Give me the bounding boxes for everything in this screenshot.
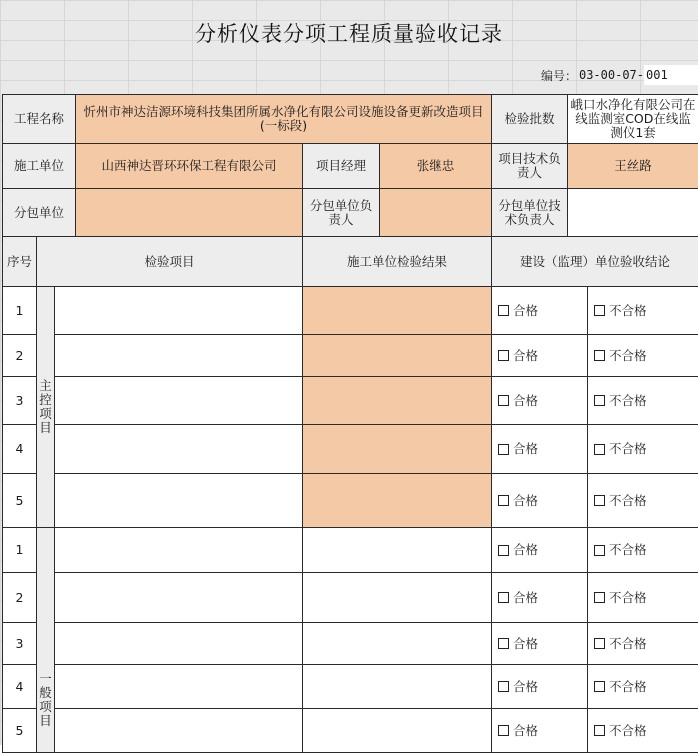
- checkbox-icon[interactable]: [498, 350, 509, 361]
- fail-label: 不合格: [609, 680, 647, 694]
- pass-option[interactable]: [492, 474, 588, 528]
- fail-option[interactable]: [588, 573, 698, 623]
- pass-label: 合格: [513, 304, 538, 318]
- subcontractor-value[interactable]: [76, 189, 303, 237]
- tech-lead-value[interactable]: 王丝路: [568, 144, 698, 189]
- checkbox-icon[interactable]: [498, 725, 509, 736]
- fail-label: 不合格: [609, 543, 647, 557]
- tech-lead-label: 项目技术负责人: [492, 144, 568, 189]
- col-seq-header: 序号: [3, 237, 37, 287]
- general-row-no: 5: [3, 709, 37, 753]
- fail-label: 不合格: [609, 394, 647, 408]
- group-main-label: [37, 287, 55, 528]
- general-item-cell[interactable]: [55, 528, 303, 573]
- code-value-cell[interactable]: 001: [644, 65, 698, 85]
- pass-label: 合格: [513, 349, 538, 363]
- fail-option[interactable]: [588, 377, 698, 425]
- pass-option[interactable]: [492, 573, 588, 623]
- column-header-row: [3, 237, 698, 287]
- fail-label: 不合格: [609, 494, 647, 508]
- checkbox-icon[interactable]: [498, 545, 509, 556]
- batch-value[interactable]: 峨口水净化有限公司在线监测室COD在线监测仪1套: [568, 95, 698, 144]
- general-row: [3, 623, 698, 665]
- header-row-project: [3, 95, 698, 144]
- pass-label: 合格: [513, 494, 538, 508]
- main-row-no: 2: [3, 335, 37, 377]
- general-result-cells[interactable]: [303, 573, 492, 623]
- pass-label: 合格: [513, 637, 538, 651]
- main-item-cell[interactable]: [55, 474, 303, 528]
- checkbox-icon[interactable]: [594, 545, 605, 556]
- manager-value[interactable]: 张继忠: [380, 144, 492, 189]
- sub-tech-value[interactable]: [568, 189, 698, 237]
- page-title: 分析仪表分项工程质量验收记录: [0, 18, 698, 48]
- main-row: [3, 377, 698, 425]
- main-item-cell[interactable]: [55, 377, 303, 425]
- document-code: [541, 64, 698, 86]
- main-row: [3, 425, 698, 474]
- manager-label: 项目经理: [303, 144, 380, 189]
- pass-label: 合格: [513, 543, 538, 557]
- general-row-no: 2: [3, 573, 37, 623]
- fail-option[interactable]: [588, 287, 698, 335]
- pass-label: 合格: [513, 591, 538, 605]
- checkbox-icon[interactable]: [594, 395, 605, 406]
- checkbox-icon[interactable]: [594, 681, 605, 692]
- general-row-no: 1: [3, 528, 37, 573]
- general-item-cell[interactable]: [55, 623, 303, 665]
- checkbox-icon[interactable]: [594, 444, 605, 455]
- code-prefix: 03-00-07-: [579, 68, 644, 82]
- col-conclusion-header: 建设（监理）单位验收结论: [492, 237, 698, 287]
- checkbox-icon[interactable]: [594, 638, 605, 649]
- checkbox-icon[interactable]: [594, 350, 605, 361]
- general-row: [3, 709, 698, 753]
- checkbox-icon[interactable]: [498, 592, 509, 603]
- pass-option[interactable]: [492, 287, 588, 335]
- sub-manager-label: 分包单位负责人: [303, 189, 380, 237]
- fail-label: 不合格: [609, 637, 647, 651]
- fail-option[interactable]: [588, 528, 698, 573]
- fail-option[interactable]: [588, 335, 698, 377]
- general-row: [3, 573, 698, 623]
- general-result-cells[interactable]: [303, 709, 492, 753]
- acceptance-form-table: [2, 94, 698, 753]
- main-result-cell[interactable]: [303, 377, 492, 425]
- fail-option[interactable]: [588, 665, 698, 709]
- pass-option[interactable]: [492, 377, 588, 425]
- main-result-cell[interactable]: [303, 335, 492, 377]
- group-main-text: 主控项目: [39, 379, 53, 435]
- general-item-cell[interactable]: [55, 573, 303, 623]
- main-item-cell[interactable]: [55, 425, 303, 474]
- checkbox-icon[interactable]: [594, 495, 605, 506]
- fail-option[interactable]: [588, 474, 698, 528]
- pass-label: 合格: [513, 442, 538, 456]
- general-result-cells[interactable]: [303, 528, 492, 573]
- main-row-no: 3: [3, 377, 37, 425]
- checkbox-icon[interactable]: [498, 395, 509, 406]
- pass-option[interactable]: [492, 425, 588, 474]
- pass-option[interactable]: [492, 528, 588, 573]
- checkbox-icon[interactable]: [594, 305, 605, 316]
- main-result-cell[interactable]: [303, 474, 492, 528]
- checkbox-icon[interactable]: [498, 681, 509, 692]
- batch-label: 检验批数: [492, 95, 568, 144]
- fail-label: 不合格: [609, 349, 647, 363]
- pass-option[interactable]: [492, 665, 588, 709]
- fail-label: 不合格: [609, 591, 647, 605]
- general-row-no: 4: [3, 665, 37, 709]
- general-row: [3, 528, 698, 573]
- contractor-label: 施工单位: [3, 144, 76, 189]
- pass-label: 合格: [513, 394, 538, 408]
- main-row: [3, 474, 698, 528]
- pass-option[interactable]: [492, 709, 588, 753]
- checkbox-icon[interactable]: [594, 725, 605, 736]
- project-name-label: 工程名称: [3, 95, 76, 144]
- main-row-no: 4: [3, 425, 37, 474]
- main-result-cell[interactable]: [303, 425, 492, 474]
- general-row-no: 3: [3, 623, 37, 665]
- fail-label: 不合格: [609, 304, 647, 318]
- main-row-no: 1: [3, 287, 37, 335]
- sub-manager-value[interactable]: [380, 189, 492, 237]
- header-row-contractor: [3, 144, 698, 189]
- pass-option[interactable]: [492, 335, 588, 377]
- checkbox-icon[interactable]: [498, 305, 509, 316]
- general-result-cells[interactable]: [303, 665, 492, 709]
- pass-label: 合格: [513, 724, 538, 738]
- fail-option[interactable]: [588, 425, 698, 474]
- subcontractor-label: 分包单位: [3, 189, 76, 237]
- checkbox-icon[interactable]: [498, 444, 509, 455]
- fail-label: 不合格: [609, 724, 647, 738]
- contractor-value[interactable]: 山西神达晋环环保工程有限公司: [76, 144, 303, 189]
- main-row: [3, 335, 698, 377]
- fail-option[interactable]: [588, 709, 698, 753]
- main-item-cell[interactable]: [55, 287, 303, 335]
- header-row-subcontractor: [3, 189, 698, 237]
- col-result-header: 施工单位检验结果: [303, 237, 492, 287]
- project-name-value[interactable]: 忻州市神达洁源环境科技集团所属水净化有限公司设施设备更新改造项目(一标段): [76, 95, 492, 144]
- checkbox-icon[interactable]: [594, 592, 605, 603]
- sub-tech-label: 分包单位技术负责人: [492, 189, 568, 237]
- checkbox-icon[interactable]: [498, 495, 509, 506]
- pass-label: 合格: [513, 680, 538, 694]
- general-result-cells[interactable]: [303, 623, 492, 665]
- general-row: [3, 665, 698, 709]
- main-row: [3, 287, 698, 335]
- pass-option[interactable]: [492, 623, 588, 665]
- checkbox-icon[interactable]: [498, 638, 509, 649]
- group-general-label: [37, 528, 55, 753]
- group-general-text: 一般项目: [39, 672, 53, 728]
- main-item-cell[interactable]: [55, 335, 303, 377]
- main-row-no: 5: [3, 474, 37, 528]
- general-item-cell[interactable]: [55, 709, 303, 753]
- fail-option[interactable]: [588, 623, 698, 665]
- general-item-cell[interactable]: [55, 665, 303, 709]
- main-result-cell[interactable]: [303, 287, 492, 335]
- code-label: 编号：: [541, 67, 579, 84]
- col-item-header: 检验项目: [37, 237, 303, 287]
- fail-label: 不合格: [609, 442, 647, 456]
